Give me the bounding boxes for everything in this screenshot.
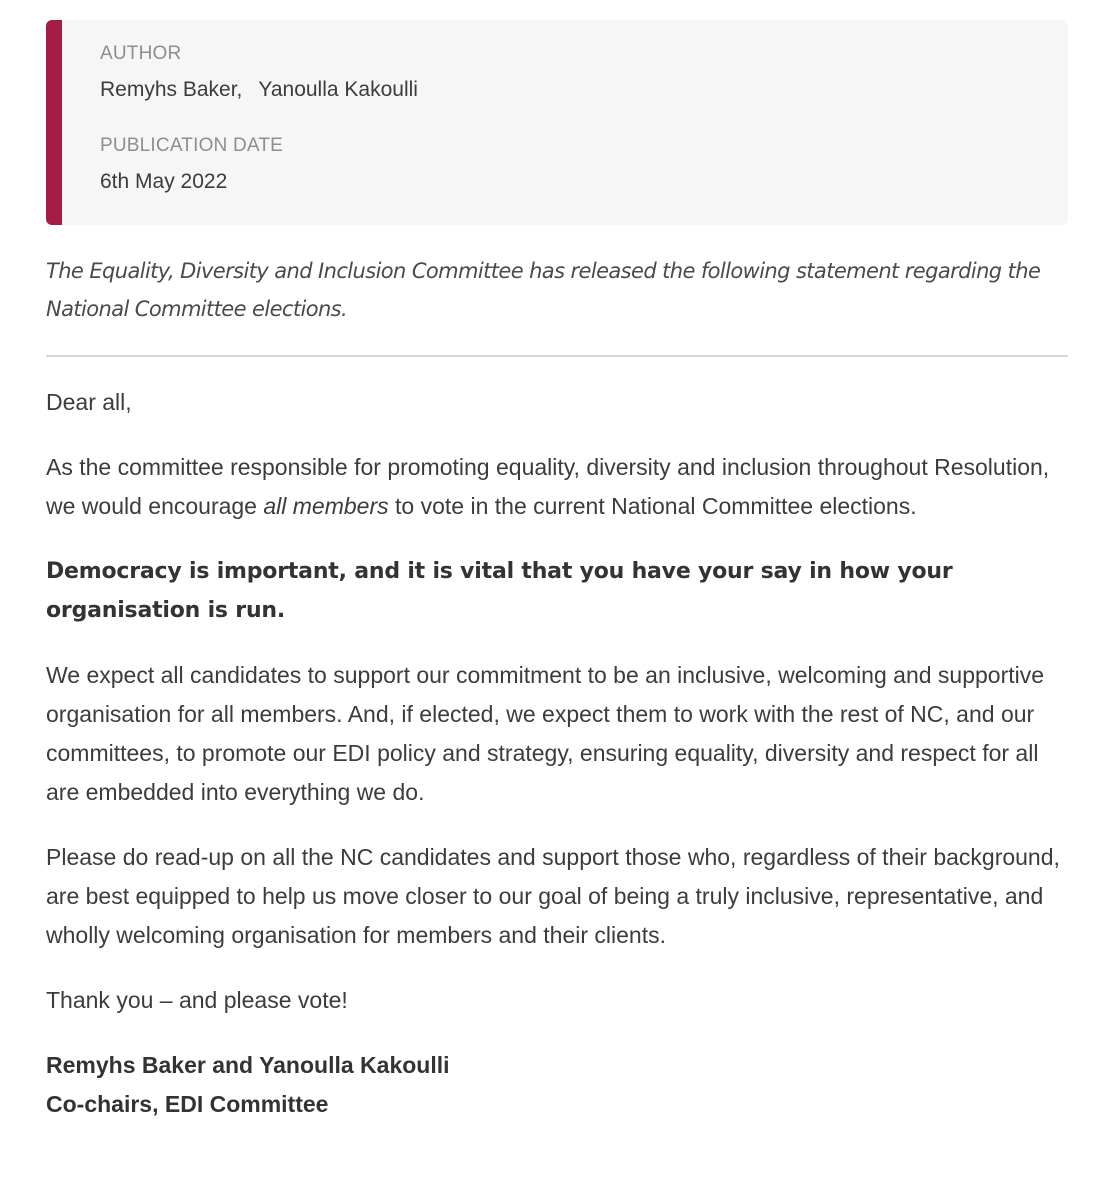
article-body (46, 383, 1068, 1124)
publication-date-group (100, 134, 1068, 196)
paragraph-expectations: We expect all candidates to support our commitment to be an inclusive, welcoming and supportive organisation for all members. And, if elected, we expect them to work with the rest of NC, and our committees, to promote our EDI policy and strategy, ensuring equality, diversity and respect for all are embedded into everything we do. (46, 662, 1045, 805)
paragraph-encourage-vote (46, 448, 1068, 526)
article-meta-box (46, 20, 1068, 225)
signature-title: Co-chairs, EDI Committee (46, 1091, 329, 1117)
paragraph-read-up: Please do read-up on all the NC candidates and support those who, regardless of their background, are best equipped to help us move closer to our goal of being a truly inclusive, representative, and wholly welcoming organisation for members and their clients. (46, 844, 1060, 948)
divider (46, 355, 1068, 357)
signature-names: Remyhs Baker and Yanoulla Kakoulli (46, 1052, 450, 1078)
publication-date-label: PUBLICATION DATE (100, 135, 284, 156)
author-name[interactable]: Yanoulla Kakoulli (258, 78, 418, 101)
meta-accent-bar (46, 20, 62, 225)
signature (46, 1046, 1068, 1124)
author-name[interactable]: Remyhs Baker, (100, 78, 243, 101)
article-intro: The Equality, Diversity and Inclusion Committee has released the following statement regarding the National Committee elections. (46, 259, 1041, 321)
author-group (100, 42, 1068, 104)
greeting: Dear all, (46, 389, 132, 415)
paragraph-democracy: Democracy is important, and it is vital that you have your say in how your organisation is run. (46, 559, 953, 623)
author-label: AUTHOR (100, 43, 182, 64)
paragraph-text: As the committee responsible for promoting equality, diversity and inclusion throughout Resolution, we would encourage (46, 454, 1050, 519)
publication-date: 6th May 2022 (100, 170, 228, 193)
emphasis-text: all members (263, 493, 389, 519)
closing-line: Thank you – and please vote! (46, 987, 348, 1013)
author-list (100, 76, 1068, 104)
paragraph-text: to vote in the current National Committee elections. (388, 493, 917, 519)
article (46, 20, 1068, 1124)
